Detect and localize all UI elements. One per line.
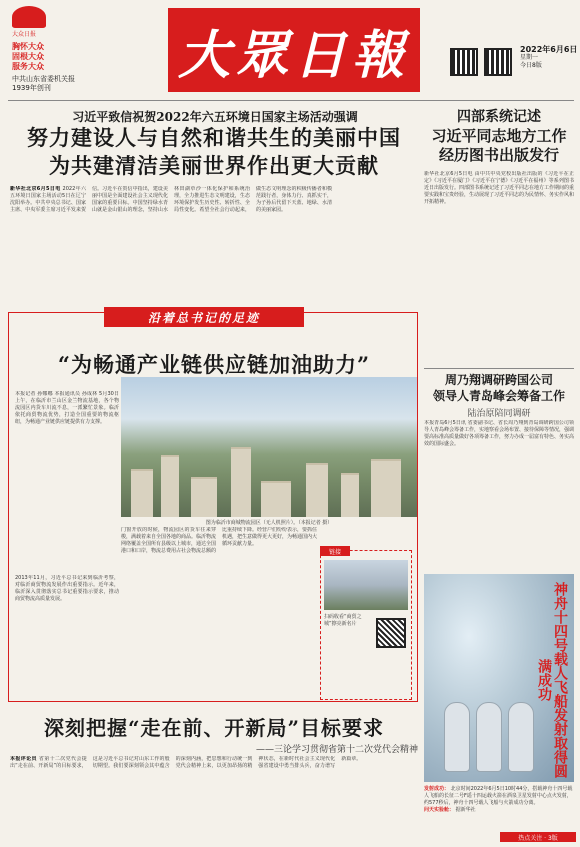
building-shape (306, 463, 328, 517)
top-story-byline: 新华社北京6月5日电 (10, 186, 61, 192)
slogan-3: 服务大众 (12, 62, 44, 71)
right-headline-line-3: 经历图书出版发行 (438, 146, 559, 164)
space-caption (424, 786, 574, 826)
right-story2-sub: 陆治原陪同调研 (467, 409, 531, 419)
top-story-prehead[interactable]: 习近平致信祝贺2022年六五环境日国家主场活动强调 (72, 110, 358, 124)
right-story (424, 108, 574, 391)
top-story-body (10, 186, 414, 314)
feature-banner: 沿着总书记的足迹 (104, 307, 304, 327)
building-shape (191, 477, 217, 517)
newspaper-title-box (168, 8, 420, 92)
feature-mid-text: 门窗开放的时候，物流园区的货车往来穿梭，满载着来自全国各地的商品。临沂物流网络覆盖全国所有县级以上城市，通达全国港口和口岸，物流总费用占社会物流总额的比重持续下降。经营户们纷纷表示，要抓住机遇，把生意做得更大更好，为畅通国内大循环贡献力量。 (121, 527, 317, 554)
feature-photo-caption: 图为临沂市商城物流园区（无人机照片）。（本报记者 摄） (205, 520, 333, 526)
headline-line-2: 为共建清洁美丽世界作出更大贡献 (49, 153, 379, 178)
logo-icon (12, 6, 46, 28)
slogan-2: 固根大众 (12, 52, 44, 61)
lower-story-headline[interactable]: 深刻把握“走在前、开新局”目标要求 (43, 716, 384, 740)
right-headline-line-2: 习近平同志地方工作 (431, 127, 567, 145)
link-label: 链接 (320, 546, 350, 556)
building-shape (261, 481, 291, 517)
train-photo[interactable] (324, 560, 408, 610)
right-story2-body: 本报青岛6月5日讯 省委副书记、省长周乃翔到青岛调研跨国公司领导人青岛峰会筹备工作，实地察看会场布置、接待保障等情况，强调要高标准高质量做好各项筹备工作，努力办成一届富有特色、务实高效的国际盛会。 (424, 420, 574, 447)
feature-photo[interactable] (121, 377, 417, 517)
founded-year: 1939年创刊 (12, 84, 51, 92)
feature-headline[interactable]: “为畅通产业链供应链加油助力” (57, 352, 371, 377)
astronaut-shape (508, 702, 534, 772)
divider (8, 100, 574, 101)
right-story-body: 新华社北京6月5日电 由中共中央党校出版社出版的《习近平在正定》《习近平在厦门》《习近平在宁德》《习近平在福州》等系列图书近日出版发行。四部图书系统记述了习近平同志在地方工作期间的重要实践和宝贵经验，生动展现了习近平同志的为民情怀、务实作风和开拓精神。 (424, 171, 574, 205)
space-photo[interactable] (424, 574, 574, 782)
date-block (520, 46, 580, 70)
issue-weekday: 星期一 (520, 54, 539, 61)
feature-lower-left-text: 2013年11月，习近平总书记来到临沂考察，对临沂商贸物流发展作出重要指示。近年来，临沂深入贯彻落实总书记重要指示要求，推动商贸物流高质量发展。 (15, 575, 119, 602)
astronaut-shape (444, 702, 470, 772)
newspaper-title: 大眾日報 (177, 24, 410, 86)
link-text: 扫码收看“商贸之城”擦亮新名片 (324, 614, 362, 627)
lower-story-body (10, 756, 418, 840)
qr-code-icon[interactable] (484, 48, 512, 76)
issue-date: 2022年6月6日 (520, 45, 578, 54)
footer-label[interactable]: 热点关注 · 3版 (500, 832, 576, 842)
right-headline-line-1: 四部系统记述 (457, 109, 541, 125)
building-shape (161, 455, 179, 517)
space-vertical-title: 神舟十四号载人飞船发射取得圆满成功 (536, 582, 568, 778)
issue-info: 今日8版 (520, 62, 542, 69)
logo-block (8, 6, 128, 94)
space-caption2-text: 据新华社 (455, 807, 476, 813)
divider (424, 368, 574, 369)
masthead (0, 0, 580, 96)
building-shape (371, 459, 401, 517)
right-story2-headline[interactable] (424, 372, 574, 404)
qr-code-icon[interactable] (376, 618, 406, 648)
building-shape (131, 469, 153, 517)
organ-line (12, 75, 128, 93)
lower-story-text: 省第十二次党代会提出“走在前、开新局”的目标要求，这是习近平总书记对山东工作的殷切期望。我们要深刻领会其中蕴含的深刻内涵，把思想和行动统一到党代会精神上来，以更加昂扬的精神状态，在新时代社会主义现代化强省建设中勇当排头兵，奋力谱写新篇章。 (10, 756, 362, 769)
qr-code-icon[interactable] (450, 48, 478, 76)
space-caption-text: 北京时间2022年6月5日10时44分，搭载神舟十四号载人飞船的长征二号F遥十四运载火箭在酒泉卫星发射中心点火发射，约577秒后，神舟十四号载人飞船与火箭成功分离。 (424, 786, 573, 806)
space-caption2-bold: 问天实验舱： (424, 807, 455, 813)
right2-headline-line-1: 周乃翔调研跨国公司 (444, 373, 553, 387)
feature-left-text: 本报记者 孙娜娜 本报通讯员 孙成林 5月30日上午，在临沂市兰山区金兰物流基地，各个物流园区内货车川流不息，一派繁忙景象。临沂依托商贸物流优势，打造全国重要的物流枢纽，为畅通产业链供应链提供有力支撑。 (15, 391, 119, 425)
lower-story-byline: 本报评论员 (10, 756, 37, 762)
headline-line-1: 努力建设人与自然和谐共生的美丽中国 (27, 125, 401, 150)
top-story-headline[interactable] (10, 124, 418, 180)
slogans (12, 42, 128, 72)
right2-headline-line-2: 领导人青岛峰会筹备工作 (432, 389, 565, 403)
slogan-1: 胸怀大众 (12, 42, 44, 51)
space-caption-bold: 发射成功： (424, 786, 450, 792)
lower-story-sub: ——三论学习贯彻省第十二次党代会精神 (255, 745, 418, 755)
astronaut-shape (476, 702, 502, 772)
organ-name: 中共山东省委机关报 (12, 75, 75, 83)
right-story-headline[interactable] (424, 108, 574, 165)
logo-small-text: 大众日报 (12, 31, 37, 38)
building-shape (231, 447, 251, 517)
building-shape (341, 473, 359, 517)
top-story-text: 2022年六五环境日国家主场活动5日在辽宁沈阳举办。中共中央总书记、国家主席、中央军委主席习近平发来贺信。习近平在贺信中指出，建设美丽中国是全面建设社会主义现代化国家的重要目标。中国坚持绿水青山就是金山银山的理念，坚持山水林田湖草沙一体化保护和系统治理，全力推进生态文明建设，生态环境保护发生历史性、转折性、全局性变化。希望全社会行动起来，做生态文明理念的积极传播者和模范践行者，身体力行、真抓实干，为子孙后代留下天蓝、地绿、水清的美丽家园。 (10, 186, 332, 213)
